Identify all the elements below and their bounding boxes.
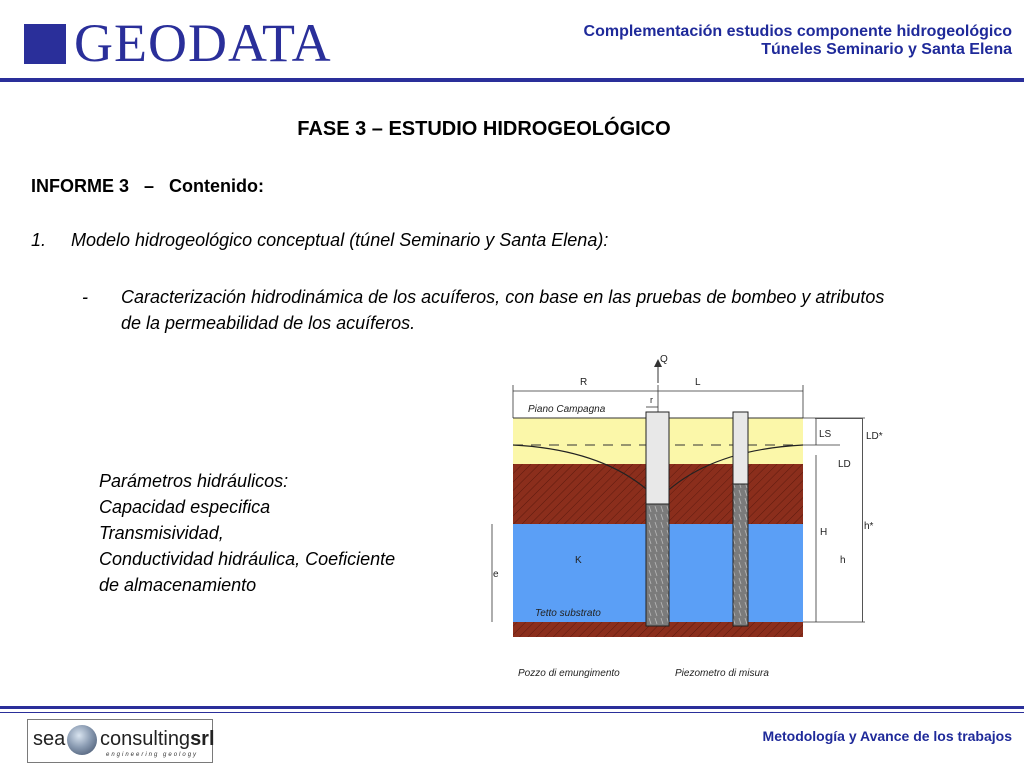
label-L: L <box>695 377 701 388</box>
sub-item-text: Caracterización hidrodinámica de los acuíferos, con base en las pruebas de bombeo y atributos de la permeabilidad de los acuíferos. <box>121 287 885 333</box>
parameter-item: de almacenamiento <box>99 575 257 595</box>
header-title-line2: Túneles Seminario y Santa Elena <box>761 41 1012 58</box>
label-h: h <box>840 555 846 566</box>
logo-sea-text: sea <box>33 728 66 750</box>
slide-title: FASE 3 – ESTUDIO HIDROGEOLÓGICO <box>297 118 671 140</box>
pumping-test-diagram <box>480 345 883 690</box>
logo-tagline: engineering geology <box>106 752 199 758</box>
figure-right-border <box>815 418 863 622</box>
piezometer-body <box>733 484 748 626</box>
header-title <box>584 23 1012 59</box>
sub-item-dash: - <box>82 287 88 307</box>
label-LS: LS <box>819 429 832 440</box>
label-K: K <box>575 555 582 566</box>
geodata-logo-square <box>24 24 66 64</box>
label-h-star: h* <box>864 521 874 532</box>
list-item <box>31 230 608 251</box>
header-title-line1: Complementación estudios componente hidrogeológico <box>583 23 1012 40</box>
label-LD-star: LD* <box>866 431 883 442</box>
logo-consulting-text <box>100 728 215 751</box>
geodata-logo-text: GEODATA <box>74 13 332 73</box>
footer-divider-thin <box>0 712 1024 713</box>
parameters-list <box>99 468 395 598</box>
sub-item <box>82 284 902 336</box>
parameter-item: Transmisividad, <box>99 523 224 543</box>
label-piezometro: Piezometro di misura <box>675 668 769 679</box>
pumping-well-screen <box>646 504 669 626</box>
list-item-number: 1. <box>31 230 47 250</box>
globe-icon <box>67 725 97 755</box>
footer-title: Metodología y Avance de los trabajos <box>762 728 1012 744</box>
logo-srl: srl <box>190 728 215 750</box>
label-R: R <box>580 377 588 388</box>
piezometer-casing <box>733 412 748 484</box>
label-tetto-substrato: Tetto substrato <box>535 608 601 619</box>
parameters-heading: Parámetros hidráulicos: <box>99 471 289 491</box>
label-LD: LD <box>838 459 851 470</box>
parameter-item: Capacidad especifica <box>99 497 271 517</box>
footer-divider <box>0 706 1024 709</box>
label-e: e <box>493 569 499 580</box>
sea-consulting-logo <box>27 719 213 763</box>
logo-consulting: consulting <box>100 728 191 750</box>
list-item-text: Modelo hidrogeológico conceptual (túnel Seminario y Santa Elena): <box>71 230 609 250</box>
label-r: r <box>650 395 653 405</box>
label-piano-campagna: Piano Campagna <box>528 404 606 415</box>
section-heading: INFORME 3 – Contenido: <box>31 176 264 196</box>
label-Q: Q <box>660 354 668 365</box>
parameter-item: Conductividad hidráulica, Coeficiente <box>99 549 396 569</box>
label-pozzo: Pozzo di emungimento <box>518 668 620 679</box>
label-H: H <box>820 527 828 538</box>
pumping-well-casing <box>646 412 669 504</box>
header-divider <box>0 78 1024 82</box>
